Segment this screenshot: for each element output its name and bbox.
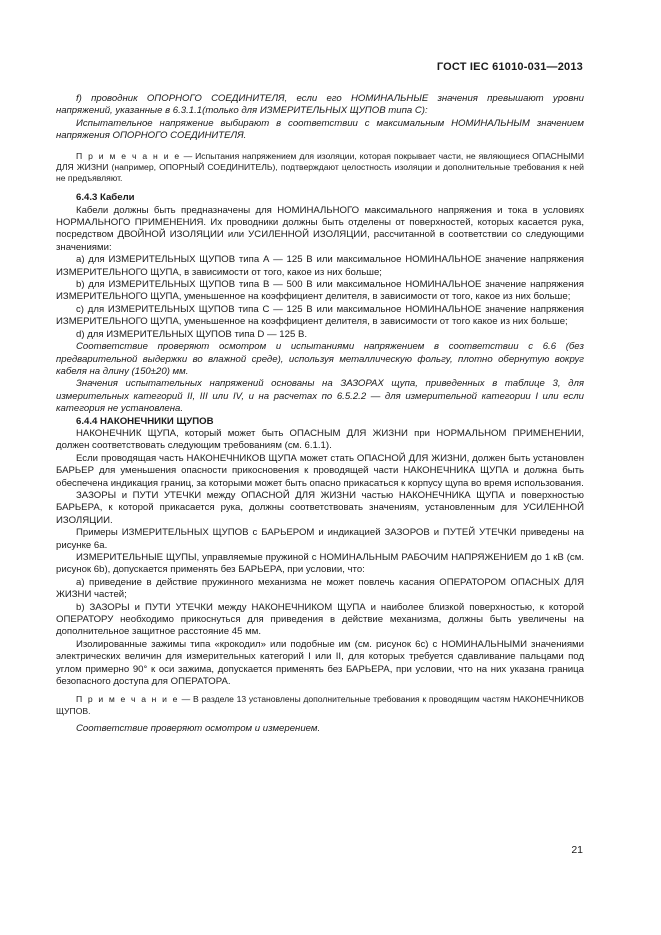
list-item-b: b) для ИЗМЕРИТЕЛЬНЫХ ЩУПОВ типа В — 500 В или максимальное НОМИНАЛЬНОЕ значение напряжения ИЗМЕРИТЕЛЬНОГО ЩУПА, уменьшенное на коэффициент делителя, в зависимости от того, какое из них больше;	[56, 279, 584, 303]
paragraph-barrier: Если проводящая часть НАКОНЕЧНИКОВ ЩУПА может стать ОПАСНОЙ ДЛЯ ЖИЗНИ, должен быть установлен БАРЬЕР для уменьшения опасности прикосновения к проводящей части НАКОНЕЧНИКА ЩУПА и должна быть обеспечена индикация границ, за которыми может быть опасно прикасаться к корпусу щупа во время использования.	[56, 452, 584, 489]
note-1-label: П р и м е ч а н и е	[76, 150, 181, 161]
paragraph-cables: Кабели должны быть предназначены для НОМИНАЛЬНОГО максимального напряжения и тока в условиях НОРМАЛЬНОГО ПРИМЕНЕНИЯ. Их проводники должны быть отделены от поверхностей, которых касается рука, посредством ДВОЙНОЙ ИЗОЛЯЦИИ или УСИЛЕННОЙ ИЗОЛЯЦИИ, рассчитанной в соответствии со следующими значениями:	[56, 204, 584, 253]
list-item-a: а) для ИЗМЕРИТЕЛЬНЫХ ЩУПОВ типа А — 125 В или максимальное НОМИНАЛЬНОЕ значение напряжения ИЗМЕРИТЕЛЬНОГО ЩУПА, в зависимости от того, какое из них больше;	[56, 254, 584, 278]
paragraph-crocodile-clips: Изолированные зажимы типа «крокодил» или подобные им (см. рисунок 6с) с НОМИНАЛЬНЫМИ значениями электрических величин для измерительных категорий I или II, для которых требуется сдавливание пальцами под углом примерно 90° к оси зажима, допускается применять без БАРЬЕРА, при условии, что на них указана граница безопасного доступа для ОПЕРАТОРА.	[56, 638, 584, 688]
note-2-label: П р и м е ч а н и е	[76, 694, 179, 705]
paragraph-probe-tip: НАКОНЕЧНИК ЩУПА, который может быть ОПАСНЫМ ДЛЯ ЖИЗНИ при НОРМАЛЬНОМ ПРИМЕНЕНИИ, должен соответствовать следующим требованиям (см. 6.1.1).	[56, 427, 584, 452]
list-item-spring-b: b) ЗАЗОРЫ и ПУТИ УТЕЧКИ между НАКОНЕЧНИКОМ ЩУПА и наиболее близкой поверхностью, к которой ОПЕРАТОРУ необходимо прикоснуться для приведения в действие механизма, должны быть увеличены на дополнительное защитное расстояние 45 мм.	[56, 601, 584, 638]
paragraph-f: f) проводник ОПОРНОГО СОЕДИНИТЕЛЯ, если его НОМИНАЛЬНЫЕ значения превышают уровни напряжений, указанные в 6.3.1.1(только для ИЗМЕРИТЕЛЬНЫХ ЩУПОВ типа С):	[56, 93, 584, 117]
section-heading-6-4-4: 6.4.4 НАКОНЕЧНИКИ ЩУПОВ	[76, 415, 214, 427]
list-item-spring-a: а) приведение в действие пружинного механизма не может повлечь касания ОПЕРАТОРОМ ОПАСНЫХ ДЛЯ ЖИЗНИ частей;	[56, 576, 584, 601]
page-number: 21	[571, 844, 583, 856]
paragraph-clearances: ЗАЗОРЫ и ПУТИ УТЕЧКИ между ОПАСНОЙ ДЛЯ ЖИЗНИ частью НАКОНЕЧНИКА ЩУПА и поверхностью БАРЬЕРА, к которой прикасается рука, должны соответствовать значениям, установленным для УСИЛЕННОЙ ИЗОЛЯЦИИ.	[56, 489, 584, 526]
note-2-text: — В разделе 13 установлены дополнительные требования к проводящим частям НАКОНЕЧНИКОВ ЩУПОВ.	[56, 694, 584, 716]
note-1	[56, 151, 584, 185]
paragraph-test-voltage: Испытательное напряжение выбирают в соответствии с максимальным НОМИНАЛЬНЫМ значением напряжения ОПОРНОГО СОЕДИНИТЕЛЯ.	[56, 117, 584, 142]
note-2	[56, 694, 584, 716]
paragraph-examples: Примеры ИЗМЕРИТЕЛЬНЫХ ЩУПОВ с БАРЬЕРОМ и индикацией ЗАЗОРОВ и ПУТЕЙ УТЕЧКИ приведены на рисунке 6а.	[56, 527, 584, 551]
paragraph-compliance-cables: Соответствие проверяют осмотром и испытаниями напряжением в соответствии с 6.6 (без предварительной выдержки во влажной среде), используя металлическую фольгу, плотно обернутую вокруг кабеля на длину (150±20) мм.	[56, 341, 584, 377]
list-item-d: d) для ИЗМЕРИТЕЛЬНЫХ ЩУПОВ типа D — 125 В.	[76, 328, 308, 340]
document-code: ГОСТ IEC 61010-031—2013	[436, 61, 583, 73]
document-body	[56, 93, 584, 735]
paragraph-compliance-final: Соответствие проверяют осмотром и измерением.	[76, 722, 321, 734]
section-heading-6-4-3: 6.4.3 Кабели	[76, 192, 135, 204]
paragraph-spring-probes: ИЗМЕРИТЕЛЬНЫЕ ЩУПЫ, управляемые пружиной с НОМИНАЛЬНЫМ РАБОЧИМ НАПРЯЖЕНИЕМ до 1 кВ (см. рисунок 6b), допускается применять без БАРЬЕРА, при условии, что:	[56, 552, 584, 576]
note-1-text: — Испытания напряжением для изоляции, которая покрывает части, не являющиеся ОПАСНЫМИ ДЛЯ ЖИЗНИ (например, ОПОРНЫЙ СОЕДИНИТЕЛЬ), подтверждают целостность изоляции и дополнительные требования к ней не предъявляют.	[56, 150, 585, 184]
paragraph-test-values: Значения испытательных напряжений основаны на ЗАЗОРАХ щупа, приведенных в таблице 3, для измерительных категорий II, III или IV, и на расчетах по 6.5.2.2 — для измерительной категории I или если категория не установлена.	[56, 378, 584, 415]
list-item-c: c) для ИЗМЕРИТЕЛЬНЫХ ЩУПОВ типа С — 125 В или максимальное НОМИНАЛЬНОЕ значение напряжения ИЗМЕРИТЕЛЬНОГО ЩУПА, уменьшенное на коэффициент делителя, в зависимости от того какое из них больше;	[56, 303, 584, 328]
